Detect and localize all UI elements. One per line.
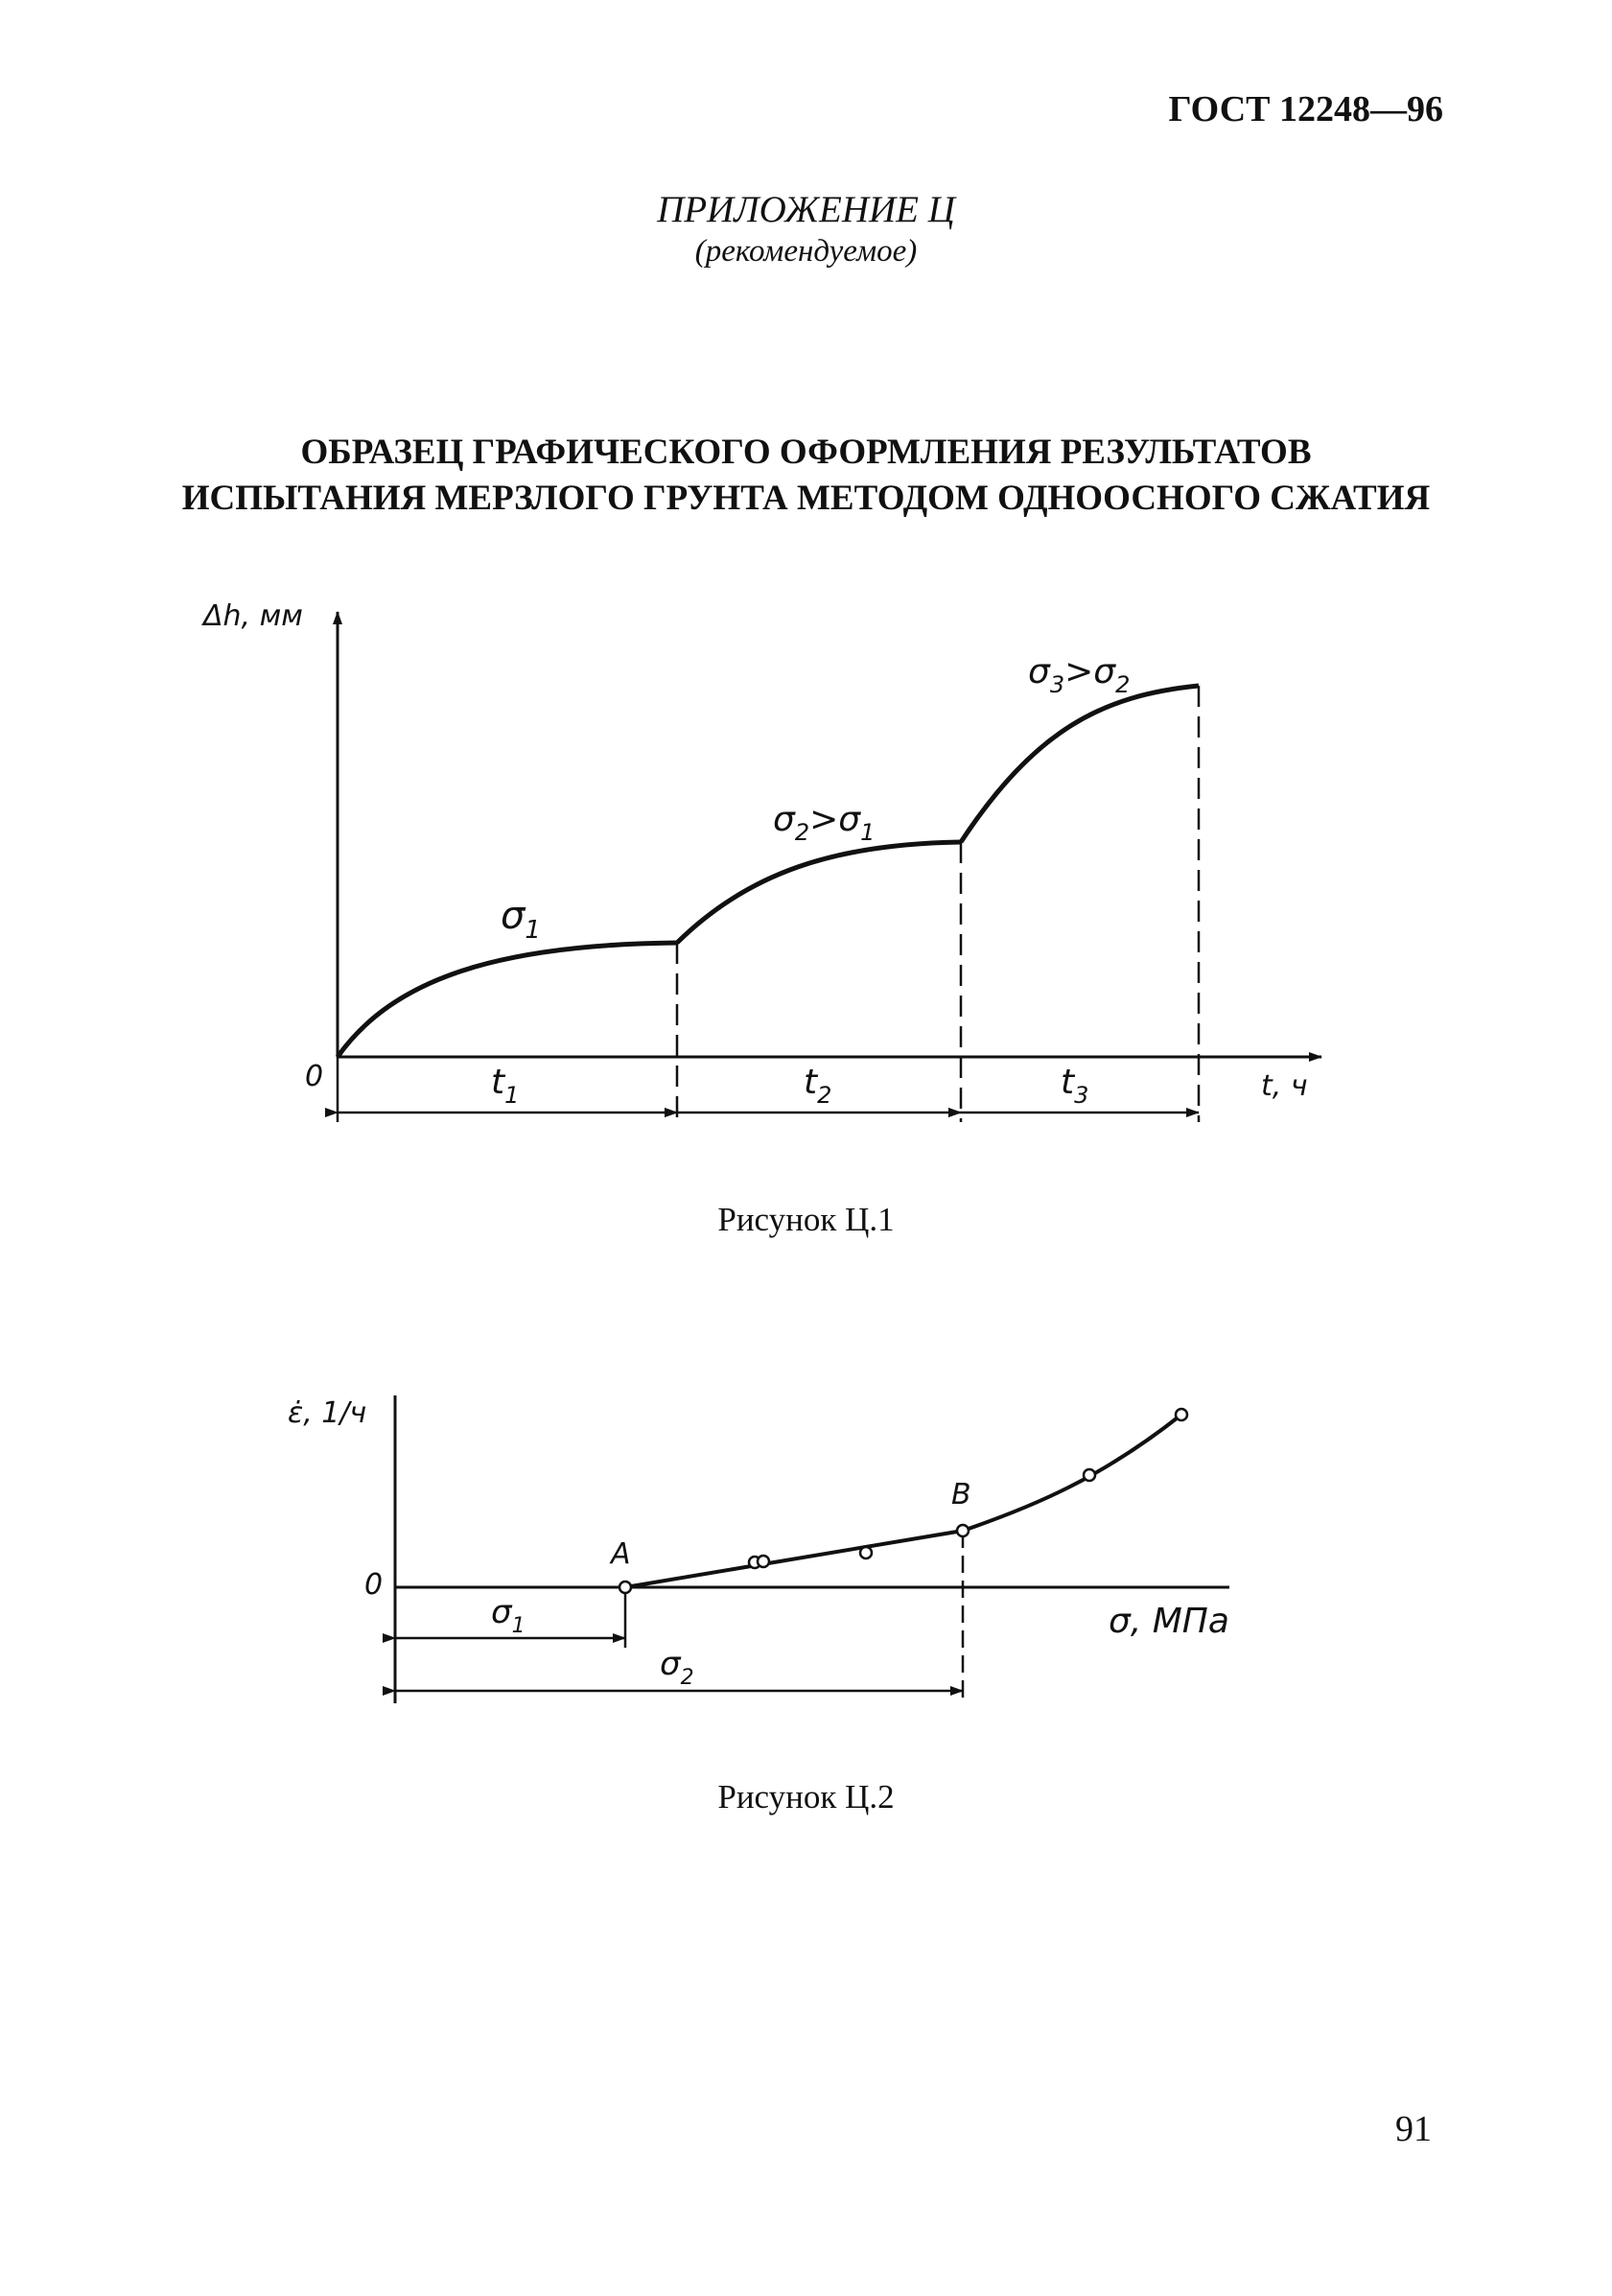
- fig2-data-point: [860, 1547, 872, 1558]
- fig1-interval-t3: $t_3$: [1061, 1063, 1089, 1109]
- fig2-point-b-label: B: [951, 1478, 971, 1511]
- fig1-interval-t2: $t_2$: [804, 1063, 832, 1109]
- fig1-curve-stage-2: [677, 842, 961, 943]
- appendix-title: ПРИЛОЖЕНИЕ Ц: [657, 189, 955, 230]
- page-number: 91: [1395, 2109, 1432, 2149]
- fig1-interval-t1: $t_1$: [491, 1063, 520, 1109]
- figure-2-caption: Рисунок Ц.2: [717, 1778, 895, 1816]
- fig1-origin-label: 0: [305, 1060, 324, 1093]
- fig2-data-point: [619, 1581, 631, 1593]
- fig1-x-axis-label: t, ч: [1261, 1069, 1308, 1103]
- fig1-curve-stage-3: [961, 686, 1199, 842]
- fig1-stage-1-label: $\sigma_1$: [501, 894, 541, 945]
- fig1-stage-3-label: $\sigma_3>\sigma_2$: [1028, 652, 1131, 698]
- figure-2: [395, 1395, 1229, 1703]
- fig2-data-point: [1176, 1409, 1187, 1420]
- fig2-dim-sigma-1-label: $\sigma_1$: [491, 1593, 526, 1638]
- fig2-data-points: [619, 1409, 1187, 1593]
- figure-1-caption: Рисунок Ц.1: [717, 1201, 895, 1238]
- fig2-y-axis-label: ε̇, 1/ч: [288, 1396, 367, 1430]
- fig1-stage-2-label: $\sigma_2>\sigma_1$: [773, 800, 876, 846]
- title-line-2: ИСПЫТАНИЯ МЕРЗЛОГО ГРУНТА МЕТОДОМ ОДНООСНОГО СЖАТИЯ: [181, 479, 1431, 518]
- fig2-origin-label: 0: [364, 1568, 384, 1602]
- fig2-data-point: [758, 1556, 769, 1567]
- fig2-point-a-label: A: [611, 1537, 631, 1571]
- appendix-note: (рекомендуемое): [694, 234, 918, 269]
- fig1-curve-stage-1: [338, 943, 677, 1057]
- fig2-dim-sigma-2-label: $\sigma_2$: [660, 1645, 694, 1690]
- fig2-data-point: [957, 1525, 969, 1536]
- title-line-1: ОБРАЗЕЦ ГРАФИЧЕСКОГО ОФОРМЛЕНИЯ РЕЗУЛЬТАТОВ: [300, 433, 1312, 472]
- fig2-x-axis-label: σ, МПа: [1109, 1602, 1229, 1641]
- document-code: ГОСТ 12248—96: [1168, 89, 1443, 129]
- fig2-data-point: [1084, 1469, 1095, 1481]
- figure-1: [338, 612, 1321, 1122]
- fig2-curve: [625, 1415, 1181, 1587]
- fig1-y-axis-label: Δh, мм: [203, 599, 303, 633]
